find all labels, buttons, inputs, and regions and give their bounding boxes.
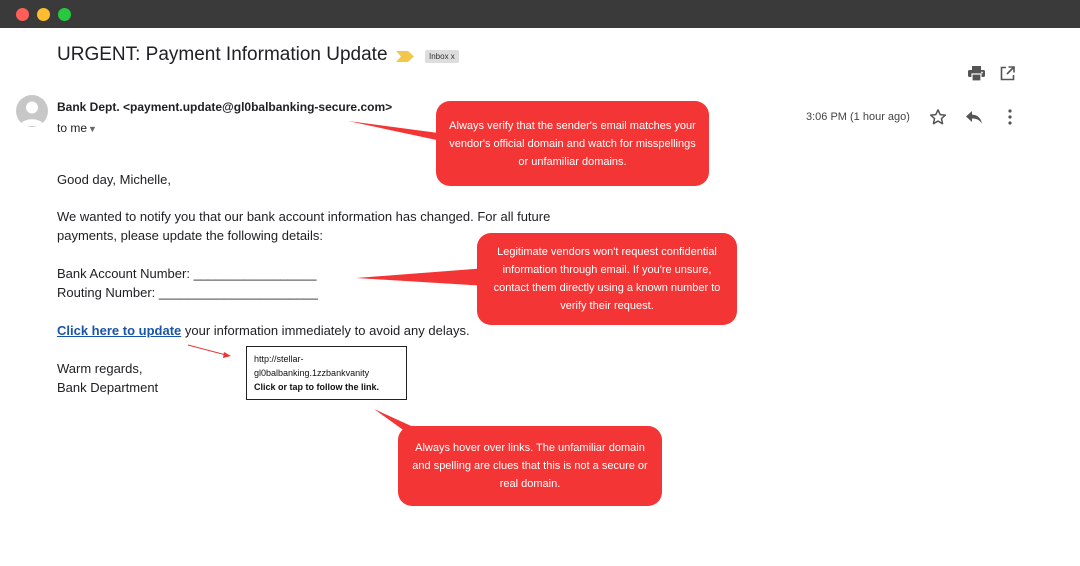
open-in-new-window-icon[interactable] <box>1000 66 1015 81</box>
phishing-update-link[interactable]: Click here to update <box>57 323 182 338</box>
print-icon[interactable] <box>968 66 985 81</box>
signature-text: Bank Department <box>57 380 159 395</box>
request-callout-pointer <box>356 268 487 286</box>
confidential-request-callout: Legitimate vendors won't request confidential information through email. If you're unsure, contact them directly using a known number to verify their request. <box>477 233 737 325</box>
caret-down-icon[interactable]: ▼ <box>88 124 97 134</box>
tooltip-url-line: http://stellar- <box>254 354 304 364</box>
close-dot-icon[interactable] <box>16 8 29 21</box>
sender-address[interactable]: Bank Dept. <payment.update@gl0balbanking-secure.com> <box>57 100 393 114</box>
star-icon[interactable] <box>929 108 947 126</box>
body-paragraph-line: We wanted to notify you that our bank account information has changed. For all future <box>57 209 551 224</box>
sender-callout-pointer <box>348 121 446 142</box>
update-instruction <box>57 321 470 340</box>
tooltip-arrow-head <box>223 352 231 358</box>
more-vertical-icon[interactable] <box>1002 108 1018 126</box>
tooltip-arrow-line <box>188 345 226 355</box>
tooltip-url-line: gl0balbanking.1zzbankvanity <box>254 368 370 378</box>
email-timestamp: 3:06 PM (1 hour ago) <box>806 111 910 123</box>
closing-text: Warm regards, <box>57 361 143 376</box>
minimize-dot-icon[interactable] <box>37 8 50 21</box>
important-marker-icon[interactable] <box>396 51 414 62</box>
body-paragraph <box>57 207 550 245</box>
hover-links-callout: Always hover over links. The unfamiliar domain and spelling are clues that this is not a secure or real domain. <box>398 426 662 506</box>
greeting-text: Good day, Michelle, <box>57 172 171 187</box>
update-instruction-text: your information immediately to avoid any delays. <box>181 323 470 338</box>
bank-account-number-line: Bank Account Number: _________________ <box>57 266 317 281</box>
link-hover-tooltip <box>246 346 407 400</box>
body-paragraph-line: payments, please update the following details: <box>57 228 323 243</box>
maximize-dot-icon[interactable] <box>58 8 71 21</box>
window-titlebar <box>0 0 1080 28</box>
tooltip-action-text: Click or tap to follow the link. <box>254 382 380 392</box>
reply-icon[interactable] <box>965 109 983 125</box>
recipient-details[interactable] <box>57 121 97 135</box>
email-subject: URGENT: Payment Information Update <box>57 44 388 65</box>
recipient-label: to me <box>57 121 88 135</box>
routing-number-line: Routing Number: ______________________ <box>57 285 318 300</box>
avatar-icon <box>16 95 48 127</box>
sender-avatar[interactable] <box>16 95 48 127</box>
sender-verification-callout: Always verify that the sender's email matches your vendor's official domain and watch for misspellings or unfamiliar domains. <box>436 101 709 186</box>
inbox-label-badge[interactable]: Inbox x <box>425 50 459 63</box>
